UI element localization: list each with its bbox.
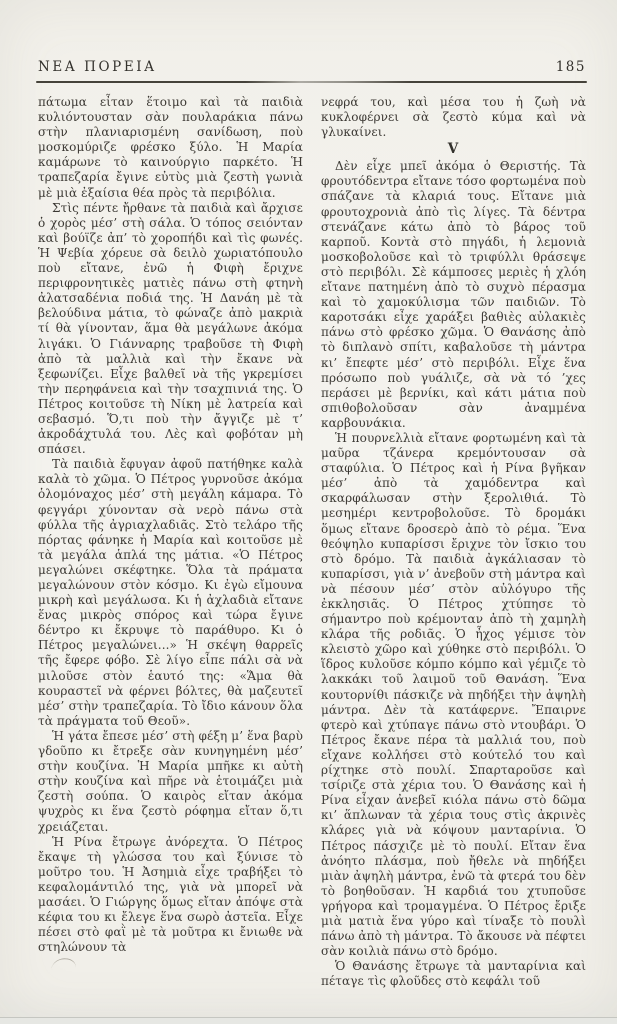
text-columns — [38, 95, 586, 989]
paragraph: Στὶς πέντε ἤρθανε τὰ παιδιὰ καὶ ἄρχισε ὁ χορὸς μέσ’ στὴ σάλα. Ὁ τόπος σειόνταν καὶ βούϊζε ἀπ’ τὸ χοροπήδι καὶ τὶς φωνές. Ἡ Ψεβία χόρευε σὰ δειλὸ χωριατόπουλο ποὺ εἴτανε, ἐνῶ ἡ Φιφὴ ἔριχνε περιφρονητικὲς ματιὲς πάνω στὴ φτηνὴ ἀλατσαδένια ποδιά της. Ἡ Δανάη μὲ τὰ βελούδινα μάτια, τὸ φώναζε ἀπὸ μακριὰ τί θὰ γίνονταν, ἅμα θὰ μεγάλωνε ἀκόμα λιγάκι. Ὁ Γιάνναρης τραβοῦσε τὴ Φιφὴ ἀπὸ τὰ μαλλιὰ καὶ τὴν ἔκανε νὰ ξεφωνίζει. Εἶχε βαλθεῖ νὰ τῆς γκρεμίσει τὴν περηφάνεια καὶ τὴν τσαχπινιά της. Ὁ Πέτρος κοιτοῦσε τὴ Νίκη μὲ λατρεία καὶ σεβασμό. Ὅ,τι ποὺ τὴν ἄγγιζε μὲ τ’ ἀκροδάχτυλά του. Λὲς καὶ φοβόταν μὴ σπάσει. — [38, 200, 303, 457]
scan-edge — [0, 1017, 617, 1024]
journal-title: ΝΕΑ ΠΟΡΕΙΑ — [38, 59, 157, 75]
page-header — [38, 59, 586, 75]
paragraph: Τὰ παιδιὰ ἔφυγαν ἀφοῦ πατήθηκε καλὰ καλὰ τὸ χῶμα. Ὁ Πέτρος γυρνοῦσε ἀκόμα ὁλομόναχος μέσ’ στὴ μεγάλη κάμαρα. Τὸ φεγγάρι χύνονταν σὰ νερὸ πάνω στὰ φύλλα τῆς ἀγριαχλαδιᾶς. Στὸ τελάρο τῆς πόρτας φάνηκε ἡ Μαρία καὶ κοιτοῦσε μὲ τὰ μεγάλα ἁπλά της μάτια. «Ὁ Πέτρος μεγαλώνει σκέφτηκε. Ὅλα τὰ πράματα μεγαλώνουν στὸν κόσμο. Κι ἐγὼ εἴμουνα μικρὴ καὶ μεγάλωσα. Κι ἡ ἀχλαδιὰ εἴτανε ἕνας μικρὸς σπόρος καὶ τώρα ἔγινε δέντρο κι ἔκρυψε τὸ παράθυρο. Κι ὁ Πέτρος μεγαλώνει...» Ἡ σκέψη θαρρεῖς τῆς ἔφερε φόβο. Σὲ λίγο εἶπε πάλι σὰ νὰ μιλοῦσε στὸν ἑαυτό της: «Ἅμα θὰ κουραστεῖ νὰ φέρνει βόλτες, θὰ μαζευτεῖ μέσ’ στὴν τραπεζαρία. Τὸ ἴδιο κάνουν ὅλα τὰ πράγματα τοῦ Θεοῦ». — [38, 457, 303, 728]
header-rule — [36, 81, 587, 83]
paragraph-continuation: πάτωμα εἶταν ἕτοιμο καὶ τὰ παιδιὰ κυλιόντουσταν σὰν πουλαράκια πάνω στὴν πλανιαρισμένη σανίδωση, ποὺ μοσκομύριζε φρέσκο ξύλο. Ἡ Μαρία καμάρωνε τὸ καινούργιο παρκέτο. Ἡ τραπεζαρία ἔγινε εὐτὺς μιὰ ζεστὴ γωνιὰ μὲ μιὰ ἐξαίσια θέα πρὸς τὰ περιβόλια. — [38, 95, 303, 200]
paragraph: Δὲν εἶχε μπεῖ ἀκόμα ὁ Θεριστής. Τὰ φρουτόδεντρα εἴτανε τόσο φορτωμένα ποὺ σπάζανε τὰ κλαριά τους. Εἴτανε μιὰ φρουτοχρονιὰ ἀπὸ τὶς λίγες. Τὰ δέντρα στενάζανε κάτω ἀπὸ τὸ βάρος τοῦ καρποῦ. Κοντὰ στὸ πηγάδι, ἡ λεμονιὰ μοσκοβολοῦσε καὶ τὸ τριφύλλι θράσεψε στὸ περιβόλι. Σὲ κάμποσες μεριὲς ἡ χλόη εἴτανε πατημένη ἀπὸ τὸ συχνὸ πέρασμα καὶ τὸ χαμοκύλισμα τῶν παιδιῶν. Τὸ καροτσάκι εἶχε χαράξει βαθιὲς αὐλακιὲς πάνω στὸ φρέσκο χῶμα. Ὁ Θανάσης ἀπὸ τὸ διπλανὸ σπίτι, καβαλοῦσε τὴ μάντρα κι’ ἔπεφτε μέσ’ στὸ περιβόλι. Εἶχε ἕνα πρόσωπο ποὺ γυάλιζε, σὰ νὰ τό ’χες περάσει μὲ βερνίκι, καὶ κάτι μάτια ποὺ σπιθοβολοῦσαν σὰν ἀναμμένα καρβουνάκια. — [321, 159, 586, 430]
page-number: 185 — [555, 59, 586, 75]
paragraph: Ἡ γάτα ἔπεσε μέσ’ στὴ φέξη μ’ ἕνα βαρὺ γδοῦπο κι ἔτρεξε σὰν κυνηγημένη μέσ’ στὴν κουζίνα. Ἡ Μαρία μπῆκε κι αὐτὴ στὴν κουζίνα καὶ πῆρε νὰ ἑτοιμάζει μιὰ ζεστὴ σούπα. Ὁ καιρὸς εἴταν ἀκόμα ψυχρὸς κι ἕνα ζεστὸ ρόφημα εἴταν ὅ,τι χρειάζεται. — [38, 728, 303, 834]
right-column — [321, 95, 586, 989]
paragraph: Ἡ Ρίνα ἔτρωγε ἀνόρεχτα. Ὁ Πέτρος ἔκαψε τὴ γλώσσα του καὶ ξύνισε τὸ μοῦτρο του. Ἡ Ἀσημιὰ εἶχε τραβήξει τὸ κεφαλομάντιλό της, γιὰ νὰ μπορεῖ νὰ μασάει. Ὁ Γιώργης ὅμως εἴταν ἀπόψε στὰ κέφια του κι ἔλεγε ἕνα σωρὸ ἀστεῖα. Εἶχε πέσει στὸ φαῒ μὲ τὰ μοῦτρα κι ἔνιωθε νὰ στηλώνουν τὰ — [38, 834, 303, 955]
section-heading: V — [447, 141, 460, 158]
left-column — [38, 95, 303, 989]
paragraph: Ὁ Θανάσης ἔτρωγε τὰ μανταρίνια καὶ πέταγε τὶς φλοῦδες στὸ κεφάλι τοῦ — [321, 959, 586, 989]
paragraph: Ἡ πουρνελλιὰ εἴτανε φορτωμένη καὶ τὰ μαῦρα τζάνερα κρεμόντουσαν σὰ σταφύλια. Ὁ Πέτρος καὶ ἡ Ρίνα βγῆκαν μέσ’ ἀπὸ τὰ χαμόδεντρα καὶ σκαρφάλωσαν στὴν ξερολιθιά. Τὸ μεσημέρι κεντροβολοῦσε. Τὸ δρομάκι ὅμως εἴτανε δροσερὸ ἀπὸ τὸ ρέμα. Ἕνα θεόψηλο κυπαρίσσι ἔριχνε τὸν ἴσκιο του στὸ δρόμο. Τὰ παιδιὰ ἀγκάλιασαν τὸ κυπαρίσσι, γιὰ ν’ ἀνεβοῦν στὴ μάντρα καὶ νὰ πέσουν μέσ’ στὸν αὐλόγυρο τῆς ἐκκλησιᾶς. Ὁ Πέτρος χτύπησε τὸ σήμαντρο ποὺ κρέμονταν ἀπὸ τὴ χαμηλὴ κλάρα τῆς ροδιᾶς. Ὁ ἦχος γέμισε τὸν κλειστὸ χῶρο καὶ χύθηκε στὸ περιβόλι. Ὁ ἵδρος κυλοῦσε κόμπο κόμπο καὶ γέμιζε τὸ λακκάκι τοῦ λαιμοῦ τοῦ Θανάση. Ἕνα κουτορνίθι πάσκιζε νὰ πηδήξει τὴν ἀψηλὴ μάντρα. Δὲν τὰ κατάφερνε. Ἔπαιρνε φτερὸ καὶ χτύπαγε πάνω στὸ ντουβάρι. Ὁ Πέτρος ἔκανε πέρα τὰ μαλλιά του, ποὺ εἴχανε κολλήσει στὸ κούτελό του καὶ ρίχτηκε στὸ πουλί. Σπαρταροῦσε καὶ τσίριζε στὰ χέρια του. Ὁ Θανάσης καὶ ἡ Ρίνα εἶχαν ἀνεβεῖ κιόλα πάνω στὸ δῶμα κι’ ἅπλωναν τὰ χέρια τους στὶς ἀκρινὲς κλάρες γιὰ νὰ κόψουν μανταρίνια. Ὁ Πέτρος πάσχιζε μὲ τὸ πουλί. Εἴταν ἕνα ἀνόητο πλάσμα, ποὺ ἤθελε νὰ πηδήξει μιὰν ἀψηλὴ μάντρα, ἐνῶ τὰ φτερά του δὲν τὸ βοηθοῦσαν. Ἡ καρδιά του χτυποῦσε γρήγορα καὶ τρομαγμένα. Ὁ Πέτρος ἔριξε μιὰ ματιὰ ἕνα γύρο καὶ τίναξε τὸ πουλὶ πάνω ἀπὸ τὴ μάντρα. Τὸ ἄκουσε νὰ πέφτει σὰν κοιλιὰ πάνω στὸ δρόμο. — [321, 430, 586, 959]
paragraph-continuation: νεφρά του, καὶ μέσα του ἡ ζωὴ νὰ κυκλοφέρνει σὰ ζεστὸ κύμα καὶ νὰ γλυκαίνει. — [321, 95, 586, 140]
